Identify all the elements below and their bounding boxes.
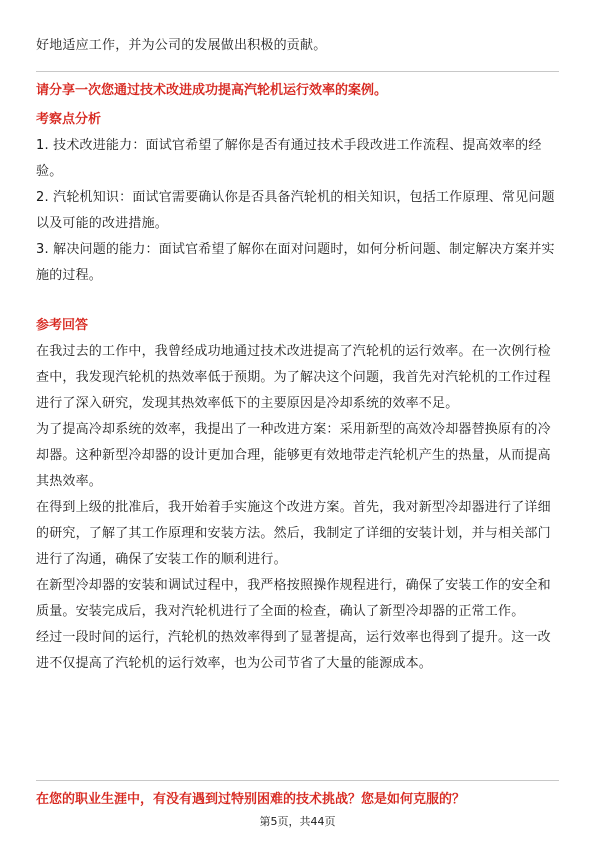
analysis-item: 3. 解决问题的能力：面试官希望了解你在面对问题时，如何分析问题、制定解决方案并实施的过程。 [36,242,555,283]
answer-body [36,339,559,677]
analysis-title: 考察点分析 [36,112,102,127]
answer-paragraph: 经过一段时间的运行，汽轮机的热效率得到了显著提高，运行效率也得到了提升。这一改进不仅提高了汽轮机的运行效率，也为公司节省了大量的能源成本。 [36,630,551,671]
next-question-heading: 在您的职业生涯中，有没有遇到过特别困难的技术挑战？您是如何克服的？ [36,792,466,807]
divider-bottom [36,780,559,781]
answer-paragraph: 在得到上级的批准后，我开始着手实施这个改进方案。首先，我对新型冷却器进行了详细的研究，了解了其工作原理和安装方法。然后，我制定了详细的安装计划，并与相关部门进行了沟通，确保了安装工作的顺利进行。 [36,500,551,567]
page-number: 第5页，共44页 [259,815,336,828]
divider-top [36,71,559,72]
intro-tail-text: 好地适应工作，并为公司的发展做出积极的贡献。 [36,38,327,53]
analysis-item: 2. 汽轮机知识：面试官需要确认你是否具备汽轮机的相关知识，包括工作原理、常见问题以及可能的改进措施。 [36,190,555,231]
answer-paragraph: 在我过去的工作中，我曾经成功地通过技术改进提高了汽轮机的运行效率。在一次例行检查中，我发现汽轮机的热效率低于预期。为了解决这个问题，我首先对汽轮机的工作过程进行了深入研究，发现其热效率低下的主要原因是冷却系统的效率不足。 [36,344,551,411]
answer-paragraph: 为了提高冷却系统的效率，我提出了一种改进方案：采用新型的高效冷却器替换原有的冷却器。这种新型冷却器的设计更加合理，能够更有效地带走汽轮机产生的热量，从而提高其热效率。 [36,422,551,489]
answer-paragraph: 在新型冷却器的安装和调试过程中，我严格按照操作规程进行，确保了安装工作的安全和质量。安装完成后，我对汽轮机进行了全面的检查，确认了新型冷却器的正常工作。 [36,578,551,619]
analysis-list [36,133,559,289]
question-heading: 请分享一次您通过技术改进成功提高汽轮机运行效率的案例。 [36,83,388,98]
analysis-item: 1. 技术改进能力：面试官希望了解你是否有通过技术手段改进工作流程、提高效率的经验。 [36,138,542,179]
answer-title: 参考回答 [36,318,89,333]
